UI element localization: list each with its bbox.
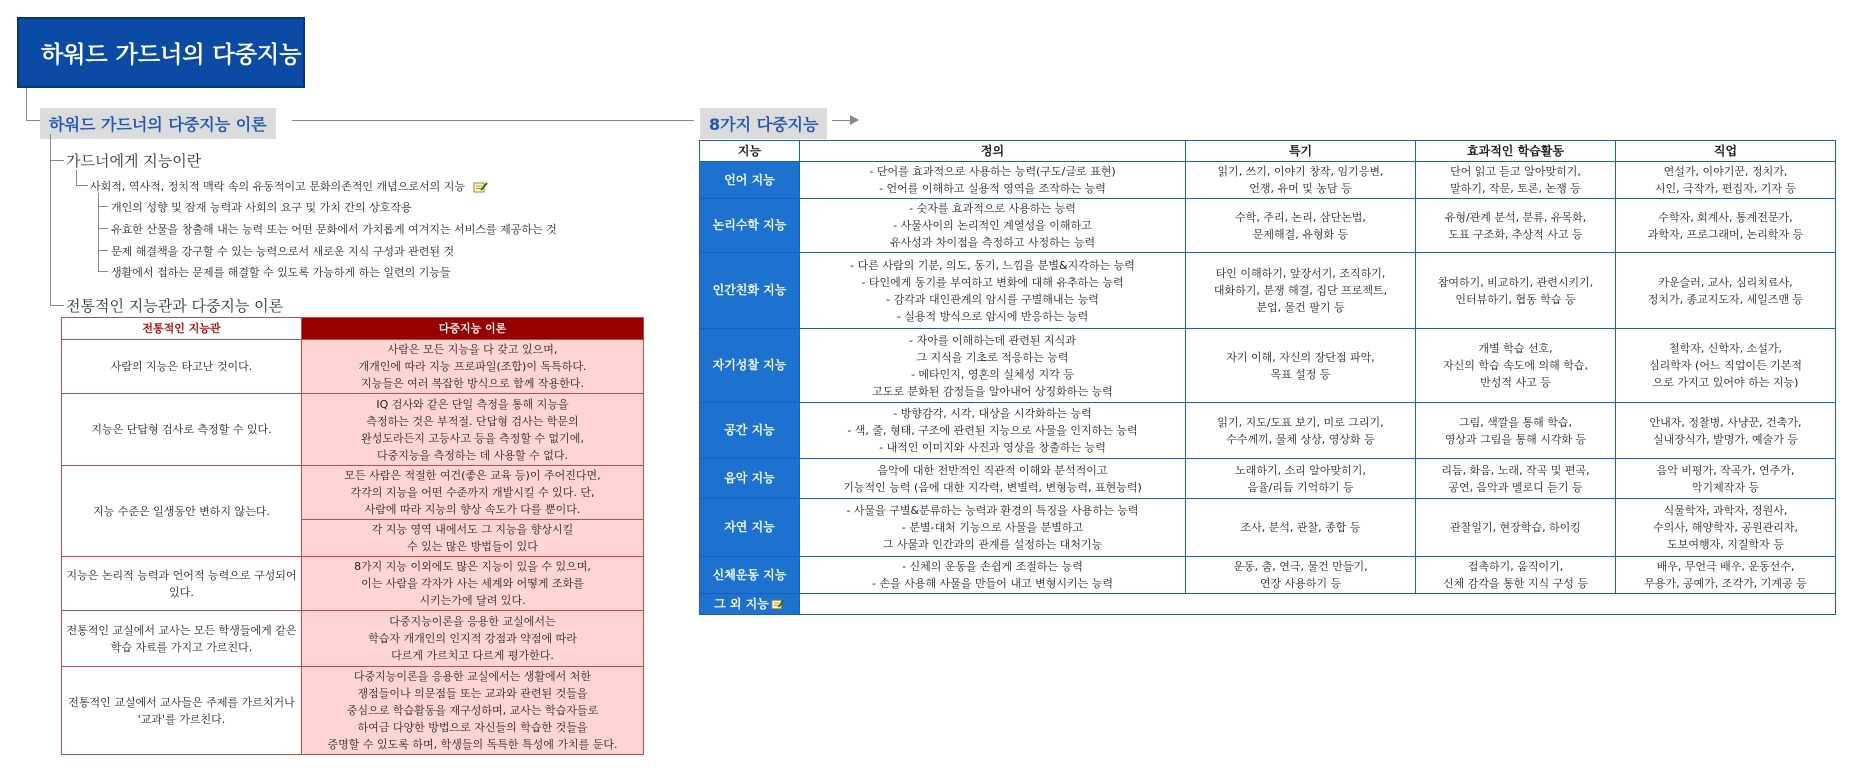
- cell-line: 공연, 음악과 멜로디 듣기 등: [1448, 480, 1583, 494]
- cell-line: 관찰일기, 현장학습, 하이킹: [1450, 521, 1581, 534]
- other-intelligence-label: 그 외 지능: [714, 596, 769, 611]
- jobs-cell: [1616, 557, 1836, 594]
- activities-cell: [1416, 403, 1616, 459]
- intelligence-name: 언어 지능: [700, 162, 800, 199]
- intelligence-row: [700, 403, 1836, 459]
- cell-line: - 감각과 대인관계의 암시를 구별해내는 능력: [886, 292, 1099, 306]
- cell-line: - 사물사이의 논리적인 계열성을 이해하고: [893, 219, 1092, 232]
- cell-line: 식물학자, 과학자, 정원사,: [1663, 504, 1788, 517]
- mi-view: [302, 520, 644, 557]
- cell-line: 리듬, 화음, 노래, 작곡 및 편곡,: [1441, 463, 1590, 477]
- definition-cell: [800, 253, 1186, 329]
- skills-cell: [1186, 253, 1416, 329]
- cell-line: 수수께끼, 물체 상상, 영상화 등: [1226, 432, 1375, 446]
- cell-line: 이는 사람을 각자가 사는 세계와 어떻게 조화를: [361, 577, 584, 590]
- jobs-cell: [1616, 253, 1836, 329]
- definition-cell: [800, 329, 1186, 403]
- intelligence-row: [700, 557, 1836, 594]
- cell-line: 분업, 물건 팔기 등: [1256, 301, 1345, 314]
- intelligence-row: [700, 459, 1836, 499]
- topic-theory: 하워드 가드너의 다중지능 이론: [40, 108, 276, 139]
- cell-line: 실내장식가, 발명가, 예술가 등: [1653, 432, 1798, 446]
- cell-line: 개개인에 따라 지능 프로파일(조합)이 독특하다.: [358, 360, 587, 373]
- cell-line: - 단어를 효과적으로 사용하는 능력(구도/글로 표현): [869, 165, 1116, 178]
- traditional-view: 사람의 지능은 타고난 것이다.: [62, 340, 302, 394]
- cell-line: 사람에 따라 지능의 향상 속도가 다를 뿐이다.: [364, 503, 581, 516]
- cell-line: - 다른 사람의 기분, 의도, 동기, 느낌을 분별&지각하는 능력: [850, 258, 1135, 272]
- cell-line: 악기제작자 등: [1691, 480, 1760, 494]
- connector: [98, 250, 108, 251]
- compare-heading: 전통적인 지능관과 다중지능 이론: [66, 297, 284, 315]
- cell-line: 읽기, 쓰기, 이야기 창작, 임기응변,: [1217, 165, 1384, 178]
- skills-cell: [1186, 403, 1416, 459]
- cell-line: 읽기, 지도/도표 보기, 미로 그리기,: [1217, 415, 1384, 429]
- cell-line: 고도로 분화된 감정들을 알아내어 상징화하는 능력: [872, 384, 1113, 398]
- definition-cell: [800, 199, 1186, 253]
- cell-line: 측정하는 것은 부적절. 단답형 검사는 학문의: [366, 414, 579, 428]
- connector: [292, 120, 694, 121]
- cell-line: 언쟁, 유머 및 농담 등: [1249, 182, 1352, 195]
- cell-line: 8가지 지능 이외에도 많은 지능이 있을 수 있으며,: [354, 560, 591, 573]
- cell-line: 접촉하기, 움직이기,: [1467, 560, 1564, 573]
- cell-line: 음율/리듬 기억하기 등: [1247, 480, 1354, 494]
- col-multiple-intelligence: 다중지능 이론: [302, 318, 644, 340]
- cell-line: 노래하기, 소리 알아맞히기,: [1235, 463, 1366, 477]
- gardner-item: 유효한 산물을 창출해 내는 능력 또는 어떤 문화에서 가치롭게 여겨지는 서비스를 제공하는 것: [111, 223, 557, 236]
- mi-view: [302, 611, 644, 667]
- cell-line: 다르게 가르치고 다르게 평가한다.: [391, 649, 554, 662]
- intelligence-name: 자기성찰 지능: [700, 329, 800, 403]
- intelligence-name: 인간친화 지능: [700, 253, 800, 329]
- cell-line: 배우, 무언극 배우, 운동선수,: [1656, 560, 1795, 573]
- cell-line: 완성도라든지 고등사고 등을 측정할 수 없기에,: [361, 431, 584, 445]
- connector: [76, 185, 88, 186]
- cell-line: 인터뷰하기, 협동 학습 등: [1455, 292, 1576, 306]
- intelligence-row: [700, 253, 1836, 329]
- cell-line: 연장 사용하기 등: [1259, 577, 1342, 590]
- page-title: 하워드 가드너의 다중지능: [17, 17, 305, 88]
- cell-line: 카운슬러, 교사, 심리치료사,: [1658, 275, 1793, 289]
- connector: [98, 271, 108, 272]
- cell-line: 사람은 모든 지능을 다 갖고 있으며,: [387, 343, 558, 356]
- cell-line: 말하기, 작문, 토론, 논쟁 등: [1450, 182, 1581, 195]
- traditional-view: 지능은 논리적 능력과 언어적 능력으로 구성되어 있다.: [62, 557, 302, 611]
- jobs-cell: [1616, 403, 1836, 459]
- cell-line: - 타인에게 동기를 부여하고 변화에 대해 유추하는 능력: [861, 275, 1124, 289]
- jobs-cell: [1616, 199, 1836, 253]
- skills-cell: [1186, 499, 1416, 557]
- activities-cell: [1416, 162, 1616, 199]
- intelligence-name: 자연 지능: [700, 499, 800, 557]
- topic-eight-intelligences: 8가지 다중지능: [700, 108, 827, 139]
- cell-line: 수학, 주리, 논리, 삼단논법,: [1235, 210, 1366, 224]
- intelligence-name: 음악 지능: [700, 459, 800, 499]
- header-jobs: 직업: [1616, 141, 1836, 162]
- cell-line: 단어 읽고 듣고 알아맞히기,: [1450, 165, 1581, 178]
- definition-cell: [800, 499, 1186, 557]
- definition-cell: [800, 459, 1186, 499]
- gardner-item: 문제 해결책을 강구할 수 있는 능력으로서 새로운 지식 구성과 관련된 것: [111, 245, 455, 258]
- cell-line: 자신의 학습 속도에 의해 학습,: [1443, 359, 1588, 372]
- cell-line: 유사성과 차이점을 측정하고 사정하는 능력: [889, 236, 1096, 249]
- cell-line: - 손을 사용해 사물을 만들어 내고 변형시키는 능력: [872, 577, 1113, 590]
- cell-line: - 방향감각, 시각, 대상을 시각화하는 능력: [893, 407, 1092, 420]
- arrow-icon: [850, 115, 859, 125]
- activities-cell: [1416, 199, 1616, 253]
- cell-line: 개별 학습 선호,: [1478, 342, 1553, 355]
- cell-line: 안내자, 정찰병, 사냥꾼, 건축가,: [1649, 415, 1802, 429]
- cell-line: 과학자, 프로그래머, 논리학자 등: [1647, 227, 1804, 241]
- cell-line: - 언어를 이해하고 실용적 영역을 조작하는 능력: [879, 182, 1106, 195]
- cell-line: 영상과 그림을 통해 시각화 등: [1444, 432, 1587, 446]
- note-edit-icon: [771, 598, 785, 610]
- cell-line: 지능들은 여러 복잡한 방식으로 함께 작용한다.: [361, 377, 584, 390]
- activities-cell: [1416, 329, 1616, 403]
- comparison-row: [62, 667, 644, 755]
- comparison-table: [61, 317, 644, 755]
- definition-cell: [800, 162, 1186, 199]
- cell-line: 목표 설정 등: [1270, 367, 1331, 381]
- jobs-cell: [1616, 329, 1836, 403]
- header-skills: 특기: [1186, 141, 1416, 162]
- cell-line: 각 지능 영역 내에서도 그 지능을 향상시킬: [371, 523, 574, 536]
- cell-line: 그 사물과 인간과의 관계를 설정하는 대처기능: [882, 538, 1103, 551]
- skills-cell: [1186, 557, 1416, 594]
- skills-cell: [1186, 162, 1416, 199]
- cell-line: 각각의 지능을 어떤 수준까지 개발시킬 수 있다. 단,: [350, 486, 595, 499]
- traditional-view: 지능은 단답형 검사로 측정할 수 있다.: [62, 394, 302, 466]
- cell-line: 다중지능이론을 응용한 교실에서는: [389, 615, 556, 628]
- cell-line: - 색, 줄, 형태, 구조에 관련된 지능으로 사물을 인지하는 능력: [847, 424, 1138, 437]
- cell-line: - 신체의 운동을 손쉽게 조절하는 능력: [902, 560, 1083, 573]
- intelligence-row: [700, 329, 1836, 403]
- cell-line: 수학자, 회계사, 통계전문가,: [1658, 210, 1793, 224]
- cell-line: IQ 검사와 같은 단일 측정을 통해 지능을: [376, 397, 569, 411]
- cell-line: 심리학자 (어느 직업이든 기본적: [1649, 359, 1802, 372]
- intelligence-row: [700, 499, 1836, 557]
- connector: [98, 228, 108, 229]
- cell-line: 다중지능이론을 응용한 교실에서는 생활에서 처한: [353, 670, 592, 683]
- cell-line: 그 지식을 기초로 적응하는 능력: [916, 350, 1069, 364]
- cell-line: 타인 이해하기, 앞장서기, 조직하기,: [1215, 267, 1386, 280]
- cell-line: 음악에 대한 전반적인 직관적 이해와 분석적이고: [877, 463, 1108, 477]
- mi-view: [302, 466, 644, 520]
- cell-line: 정치가, 종교지도자, 세일즈맨 등: [1647, 292, 1804, 306]
- comparison-row: [62, 557, 644, 611]
- note-edit-icon: [473, 181, 488, 193]
- header-activities: 효과적인 학습활동: [1416, 141, 1616, 162]
- cell-line: 조사, 분석, 관찰, 종합 등: [1240, 521, 1361, 534]
- mi-view: [302, 394, 644, 466]
- cell-line: 도표 구조화, 추상적 사고 등: [1448, 227, 1583, 241]
- connector: [98, 193, 99, 271]
- cell-line: 유형/관계 분석, 분류, 유목화,: [1444, 210, 1587, 224]
- cell-line: 반성적 사고 등: [1480, 376, 1551, 389]
- traditional-view: 전통적인 교실에서 교사들은 주제를 가르치거나 '교과'를 가르친다.: [62, 667, 302, 755]
- skills-cell: [1186, 459, 1416, 499]
- cell-line: 시인, 극작가, 편집자, 기자 등: [1654, 182, 1797, 195]
- intelligence-row: [700, 199, 1836, 253]
- cell-line: 하여금 다양한 방법으로 자신들의 학습한 것들을: [357, 721, 588, 734]
- comparison-row: [62, 611, 644, 667]
- jobs-cell: [1616, 162, 1836, 199]
- activities-cell: [1416, 459, 1616, 499]
- connector: [98, 206, 108, 207]
- activities-cell: [1416, 557, 1616, 594]
- intelligence-row: [700, 162, 1836, 199]
- cell-line: 수의사, 해양학자, 공원관리자,: [1653, 521, 1798, 534]
- cell-line: 대화하기, 분쟁 해결, 집단 프로젝트,: [1213, 284, 1388, 297]
- skills-cell: [1186, 199, 1416, 253]
- other-intelligence: [700, 594, 800, 615]
- cell-line: 무용가, 공예가, 조각가, 기계공 등: [1644, 577, 1807, 590]
- cell-line: - 숫자를 효과적으로 사용하는 능력: [909, 202, 1076, 215]
- cell-line: 그림, 색깔을 통해 학습,: [1458, 415, 1573, 429]
- cell-line: 참여하기, 비교하기, 관련시키기,: [1437, 275, 1594, 289]
- intelligence-name: 논리수학 지능: [700, 199, 800, 253]
- jobs-cell: [1616, 459, 1836, 499]
- cell-line: 학습자 개개인의 인지적 강점과 약점에 따라: [368, 632, 577, 645]
- cell-line: - 내적인 이미지와 사진과 영상을 창출하는 능력: [879, 441, 1106, 454]
- cell-line: 문제해결, 유형화 등: [1252, 227, 1349, 241]
- intelligence-name: 공간 지능: [700, 403, 800, 459]
- skills-cell: [1186, 329, 1416, 403]
- cell-line: 중심으로 학습활동을 재구성하며, 교사는 학습자들로: [346, 704, 599, 717]
- connector: [76, 170, 77, 185]
- col-traditional: 전통적인 지능관: [62, 318, 302, 340]
- connector: [50, 160, 64, 161]
- definition-cell: [800, 557, 1186, 594]
- cell-line: 시키는가에 달려 있다.: [419, 594, 526, 607]
- cell-line: 쟁점들이나 의문점들 또는 교과와 관련된 것들을: [357, 687, 588, 700]
- intelligences-table: [699, 140, 1836, 615]
- cell-line: 연설가, 이야기꾼, 정치가,: [1663, 165, 1788, 178]
- cell-line: 기능적인 능력 (음에 대한 지각력, 변별력, 변형능력, 표현능력): [843, 480, 1142, 494]
- gardner-item: 생활에서 접하는 문제를 해결할 수 있도록 가능하게 하는 일련의 기능들: [111, 266, 451, 279]
- jobs-cell: [1616, 499, 1836, 557]
- other-empty-cell: [800, 594, 1836, 615]
- gardner-intelligence-heading: 가드너에게 지능이란: [66, 152, 202, 170]
- activities-cell: [1416, 253, 1616, 329]
- cell-line: 다중지능을 측정하는 데 사용할 수 없다.: [377, 448, 568, 462]
- definition-cell: [800, 403, 1186, 459]
- cell-line: 자기 이해, 자신의 장단점 파악,: [1226, 350, 1375, 364]
- cell-line: 모든 사람은 적절한 여건(좋은 교육 등)이 주어진다면,: [344, 469, 601, 482]
- cell-line: 으로 가지고 있어야 하는 지능): [1652, 376, 1799, 389]
- traditional-view: 지능 수준은 일생동안 변하지 않는다.: [62, 466, 302, 557]
- gardner-definition: 사회적, 역사적, 정치적 맥락 속의 유동적이고 문화의존적인 개념으로서의 지능: [90, 178, 488, 194]
- comparison-row: [62, 394, 644, 466]
- intelligence-name: 신체운동 지능: [700, 557, 800, 594]
- mi-view: [302, 667, 644, 755]
- connector: [26, 120, 40, 121]
- cell-line: - 분별-대처 기능으로 사물을 분별하고: [901, 521, 1084, 534]
- cell-line: 신체 감각을 통한 지식 구성 등: [1443, 577, 1588, 590]
- intelligence-row-other: [700, 594, 1836, 615]
- header-definition: 정의: [800, 141, 1186, 162]
- activities-cell: [1416, 499, 1616, 557]
- header-intelligence: 지능: [700, 141, 800, 162]
- gardner-item: 개인의 성향 및 잠재 능력과 사회의 요구 및 가치 간의 상호작용: [111, 201, 412, 214]
- connector: [26, 88, 27, 120]
- mi-view: [302, 340, 644, 394]
- connector: [50, 305, 64, 306]
- cell-line: - 메타인지, 영혼의 실체성 지각 등: [910, 367, 1075, 381]
- cell-line: - 사물을 구별&분류하는 능력과 환경의 특징을 사용하는 능력: [846, 504, 1139, 517]
- cell-line: 도보여행자, 지질학자 등: [1667, 538, 1784, 551]
- traditional-view: 전통적인 교실에서 교사는 모든 학생들에게 같은 학습 자료를 가지고 가르친다.: [62, 611, 302, 667]
- comparison-row: [62, 340, 644, 394]
- cell-line: 증명할 수 있도록 하며, 학생들의 독특한 특성에 가치를 둔다.: [327, 738, 618, 751]
- cell-line: - 실용적 방식으로 암시에 반응하는 능력: [896, 309, 1089, 323]
- mi-view: [302, 557, 644, 611]
- cell-line: 음악 비평가, 작곡가, 연주가,: [1656, 463, 1795, 477]
- cell-line: 운동, 춤, 연극, 물건 만들기,: [1233, 560, 1368, 573]
- comparison-row: [62, 466, 644, 520]
- cell-line: - 자아를 이해하는데 관련된 지식과: [909, 333, 1076, 347]
- cell-line: 수 있는 많은 방법들이 있다: [407, 540, 538, 553]
- cell-line: 철학자, 신학자, 소설가,: [1668, 342, 1783, 355]
